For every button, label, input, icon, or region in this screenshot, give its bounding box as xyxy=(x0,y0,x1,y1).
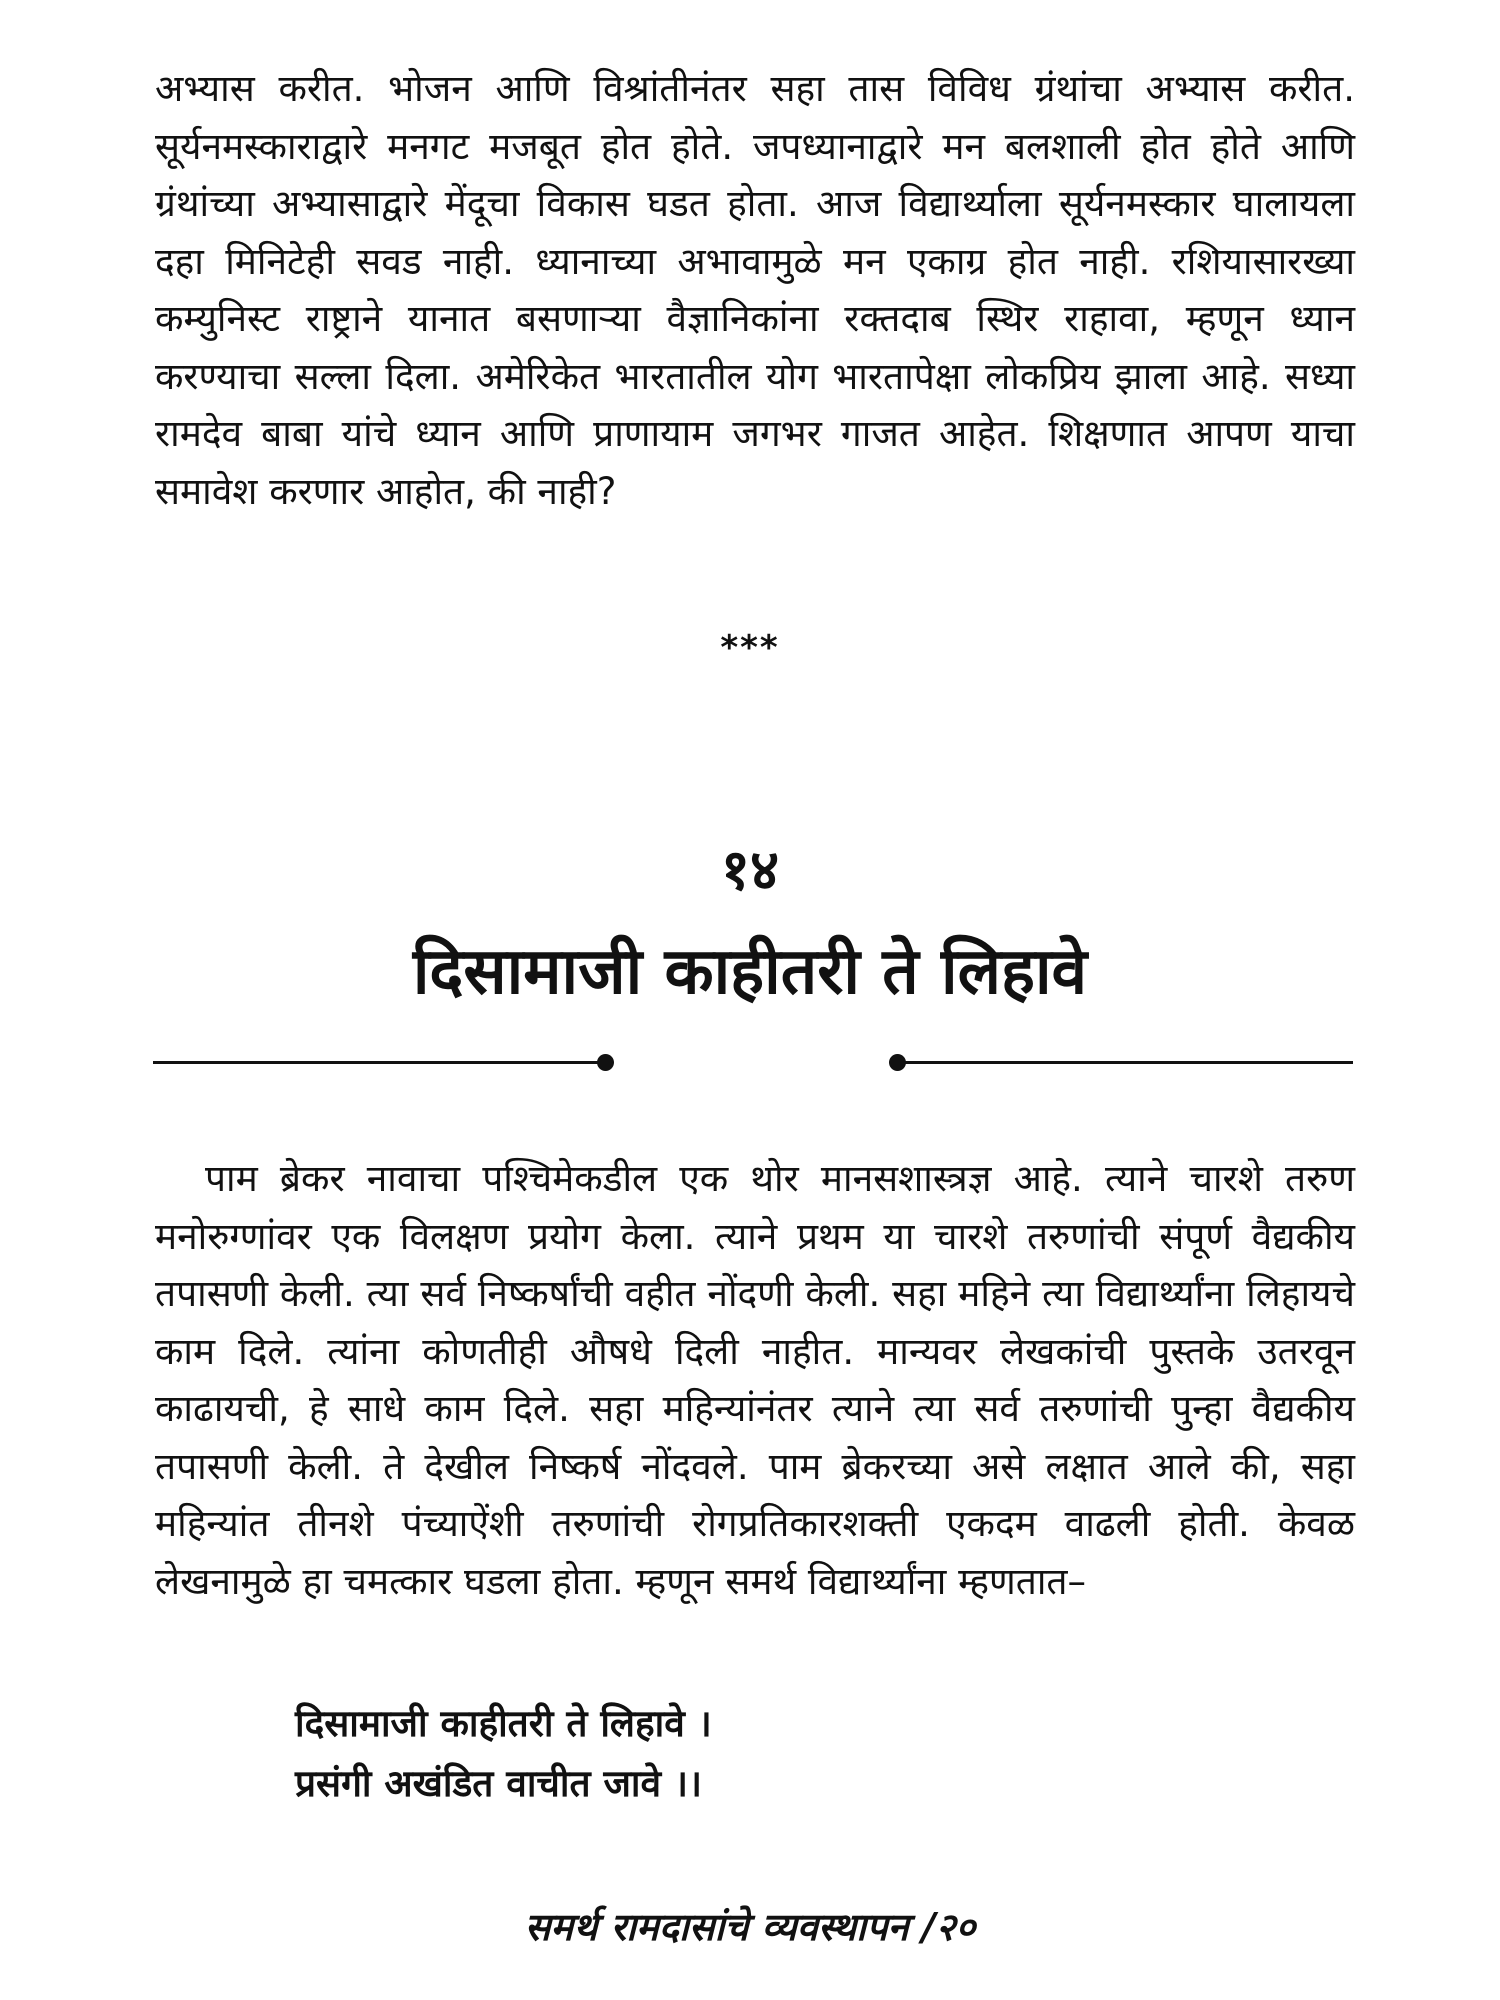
verse-line-1: दिसामाजी काहीतरी ते लिहावे । xyxy=(295,1702,712,1745)
section-separator: *** xyxy=(720,628,780,668)
title-divider-left xyxy=(153,1061,603,1064)
title-divider-right xyxy=(898,1061,1353,1064)
verse-line-2: प्रसंगी अखंडित वाचीत जावे ।। xyxy=(295,1762,702,1805)
page-footer: समर्थ रामदासांचे व्यवस्थापन /२० xyxy=(524,1905,976,1949)
chapter-title: दिसामाजी काहीतरी ते लिहावे xyxy=(412,935,1088,1009)
title-divider-dot-left xyxy=(597,1054,614,1071)
main-paragraph: पाम ब्रेकर नावाचा पश्चिमेकडील एक थोर मानसशास्त्रज्ञ आहे. त्याने चारशे तरुण मनोरुग्णांवर एक विलक्षण प्रयोग केला. त्याने प्रथम या चारशे तरुणांची संपूर्ण वैद्यकीय तपासणी केली. त्या सर्व निष्कर्षांची वहीत नोंदणी केली. सहा महिने त्या विद्यार्थ्यांना लिहायचे काम दिले. त्यांना कोणतीही औषधे दिली नाहीत. मान्यवर लेखकांची पुस्तके उतरवून काढायची, हे साधे काम दिले. सहा महिन्यांनंतर त्याने त्या सर्व तरुणांची पुन्हा वैद्यकीय तपासणी केली. ते देखील निष्कर्ष नोंदवले. पाम ब्रेकरच्या असे लक्षात आले की, सहा महिन्यांत तीनशे पंच्याऐंशी तरुणांची रोगप्रतिकारशक्ती एकदम वाढली होती. केवळ लेखनामुळे हा चमत्कार घडला होता. म्हणून समर्थ विद्यार्थ्यांना म्हणतात– xyxy=(155,1157,1355,1603)
chapter-number: १४ xyxy=(720,838,780,903)
top-paragraph: अभ्यास करीत. भोजन आणि विश्रांतीनंतर सहा तास विविध ग्रंथांचा अभ्यास करीत. सूर्यनमस्काराद्वारे मनगट मजबूत होत होते. जपध्यानाद्वारे मन बलशाली होत होते आणि ग्रंथांच्या अभ्यासाद्वारे मेंदूचा विकास घडत होता. आज विद्यार्थ्याला सूर्यनमस्कार घालायला दहा मिनिटेही सवड नाही. ध्यानाच्या अभावामुळे मन एकाग्र होत नाही. रशियासारख्या कम्युनिस्ट राष्ट्राने यानात बसणाऱ्या वैज्ञानिकांना रक्तदाब स्थिर राहावा, म्हणून ध्यान करण्याचा सल्ला दिला. अमेरिकेत भारतातील योग भारतापेक्षा लोकप्रिय झाला आहे. सध्या रामदेव बाबा यांचे ध्यान आणि प्राणायाम जगभर गाजत आहेत. शिक्षणात आपण याचा समावेश करणार आहोत, की नाही? xyxy=(155,67,1355,513)
